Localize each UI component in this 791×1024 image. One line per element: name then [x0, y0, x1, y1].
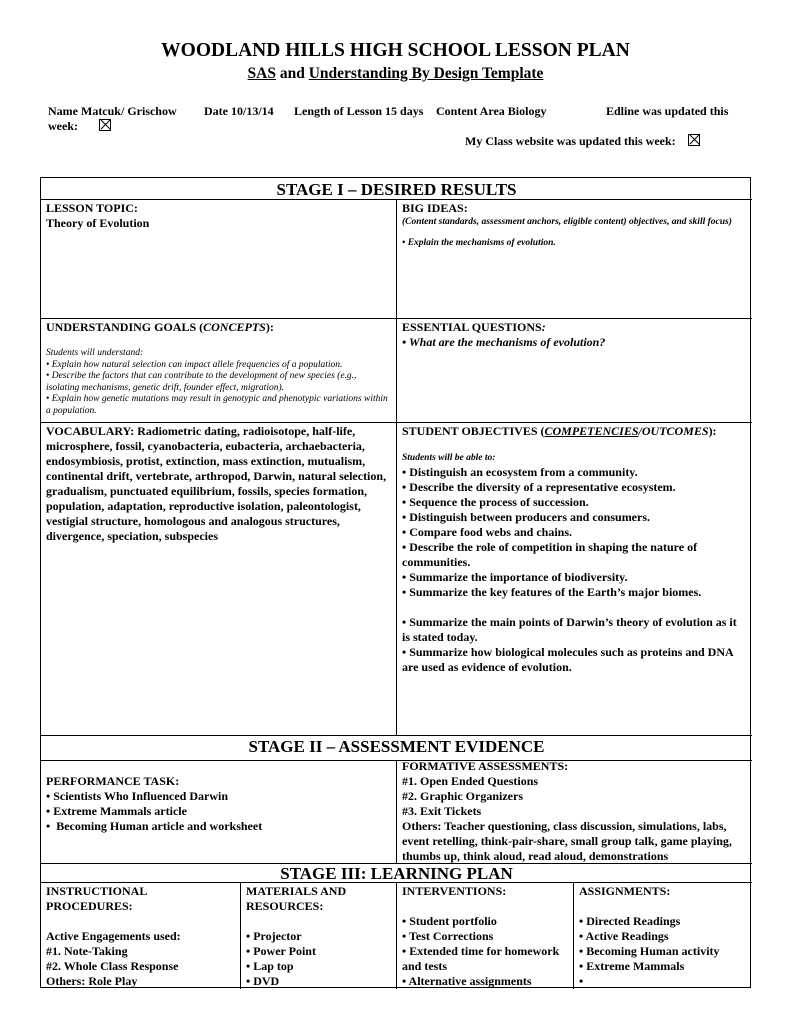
big-ideas-label: BIG IDEAS:: [402, 201, 468, 215]
list-item: • Distinguish an ecosystem from a community.: [402, 465, 747, 480]
subtitle-sas: SAS: [247, 65, 276, 82]
list-item: • Directed Readings: [579, 914, 749, 929]
list-item: • Extended time for homework and tests: [402, 944, 570, 974]
engagements-label: Active Engagements used:: [46, 929, 181, 943]
list-item: • Projector: [246, 929, 391, 944]
formative-line: #2. Graphic Organizers: [402, 789, 523, 803]
essential-questions-cell: [402, 320, 747, 350]
list-item: • Alternative assignments: [402, 974, 570, 989]
stage-1-title: STAGE I – DESIRED RESULTS: [276, 180, 517, 199]
edline-week-label: [48, 119, 111, 134]
assignments-list: [579, 914, 749, 989]
list-item: • Summarize the main points of Darwin’s theory of evolution as it is stated today.: [402, 615, 747, 645]
essential-questions-label: ESSENTIAL QUESTIONS:: [402, 320, 546, 334]
teacher-name: Name Matcuk/ Grischow: [48, 104, 177, 118]
class-site-checkbox[interactable]: [688, 134, 700, 146]
assignments-label: ASSIGNMENTS:: [579, 884, 671, 898]
big-ideas-list: [402, 238, 747, 250]
list-item: [579, 974, 749, 989]
student-objectives-cell: [402, 424, 747, 675]
class-site-status: [465, 134, 700, 149]
performance-task-label: PERFORMANCE TASK:: [46, 774, 180, 788]
objectives-intro: Students will be able to:: [402, 453, 496, 463]
formative-line: #1. Open Ended Questions: [402, 774, 539, 788]
list-item: • Compare food webs and chains.: [402, 525, 747, 540]
week-label: week:: [48, 119, 78, 133]
materials-label: MATERIALS AND RESOURCES:: [246, 884, 347, 913]
list-item: • Distinguish between producers and consumers.: [402, 510, 747, 525]
big-ideas-note: (Content standards, assessment anchors, eligible content) objectives, and skill focus): [402, 217, 732, 227]
list-item: • Explain the mechanisms of evolution.: [402, 238, 747, 250]
list-item: • Extreme Mammals: [579, 959, 749, 974]
understanding-intro: Students will understand:: [46, 348, 144, 358]
big-ideas-cell: [402, 201, 747, 250]
subtitle-and: and: [275, 65, 309, 82]
interventions-cell: [402, 884, 570, 989]
list-item: • Describe the role of competition in shaping the nature of communities.: [402, 540, 747, 570]
understanding-goals-cell: [46, 320, 391, 417]
list-item: • Explain how genetic mutations may result in genotypic and phenotypic variations within a population.: [46, 394, 391, 417]
edline-status: Edline was updated this: [606, 104, 729, 118]
objectives-list-2: [402, 615, 747, 675]
list-item: • Extreme Mammals article: [46, 804, 391, 819]
lesson-topic: Theory of Evolution: [46, 216, 150, 230]
vocabulary-cell: VOCABULARY: Radiometric dating, radioisotope, half-life, microsphere, fossil, cyanobacteria, eubacteria, archaebacteria, endosymbiosis, protist, extinction, mass extinction, mutualism, continental drift, vertebrate, arthropod, Darwin, natural selection, gradualism, punctuated equilibrium, fossils, species formation, population, adaptation, reproductive isolation, paleontologist, vestigial structure, homologous and analogous structures, divergence, speciation, subspecies: [46, 424, 387, 543]
list-item: • Lap top: [246, 959, 391, 974]
student-objectives-label: STUDENT OBJECTIVES (COMPETENCIES/OUTCOMES):: [402, 424, 717, 438]
understanding-goals-label: UNDERSTANDING GOALS (CONCEPTS):: [46, 320, 274, 334]
list-item: • Becoming Human article and worksheet: [46, 819, 391, 834]
list-item: • Becoming Human activity: [579, 944, 749, 959]
engagement-item: #1. Note-Taking: [46, 944, 128, 958]
formative-line: #3. Exit Tickets: [402, 804, 482, 818]
understanding-list: [46, 360, 391, 418]
class-site-label: My Class website was updated this week:: [465, 134, 676, 148]
essential-questions-list: [402, 335, 747, 350]
formative-others: Others: Teacher questioning, class discussion, simulations, labs, event retelling, think-pair-share, small group talk, game playing, thumbs up, think aloud, read aloud, demonstrations: [402, 819, 732, 863]
list-item: • Summarize the importance of biodiversity.: [402, 570, 747, 585]
list-item: • Power Point: [246, 944, 391, 959]
page-title: WOODLAND HILLS HIGH SCHOOL LESSON PLAN: [161, 40, 630, 61]
subtitle-ubd: Understanding By Design Template: [308, 65, 544, 82]
engagement-item: Others: Role Play: [46, 974, 138, 988]
list-item: • Explain how natural selection can impact allele frequencies of a population.: [46, 360, 391, 372]
instructional-procedures-label: INSTRUCTIONAL PROCEDURES:: [46, 884, 147, 913]
list-item: • Scientists Who Influenced Darwin: [46, 789, 391, 804]
engagement-item: #2. Whole Class Response: [46, 959, 179, 973]
lesson-plan-table: [40, 177, 751, 988]
list-item: • Active Readings: [579, 929, 749, 944]
stage-3-title: STAGE III: LEARNING PLAN: [280, 864, 513, 883]
list-item: • DVD: [246, 974, 391, 989]
performance-task-list: [46, 789, 391, 834]
interventions-label: INTERVENTIONS:: [402, 884, 507, 898]
assignments-cell: [579, 884, 749, 989]
content-area: Content Area Biology: [436, 104, 547, 118]
list-item: • Summarize how biological molecules such as proteins and DNA are used as evidence of evolution.: [402, 645, 747, 675]
list-item: • Student portfolio: [402, 914, 570, 929]
instructional-procedures-cell: [46, 884, 236, 989]
objectives-list: [402, 465, 747, 600]
list-item: • Test Corrections: [402, 929, 570, 944]
lesson-date: Date 10/13/14: [204, 104, 274, 118]
stage-2-title: STAGE II – ASSESSMENT EVIDENCE: [248, 737, 545, 756]
list-item: • Describe the diversity of a representative ecosystem.: [402, 480, 747, 495]
lesson-topic-label: LESSON TOPIC:: [46, 201, 138, 215]
performance-task-cell: [46, 774, 391, 834]
list-item: • Sequence the process of succession.: [402, 495, 747, 510]
lesson-length: Length of Lesson 15 days: [294, 104, 424, 118]
edline-checkbox[interactable]: [99, 119, 111, 131]
interventions-list: [402, 914, 570, 989]
materials-cell: [246, 884, 391, 989]
page-subtitle: [0, 65, 791, 83]
materials-list: [246, 929, 391, 989]
list-item: • Describe the factors that can contribute to the development of new species (e.g., isolating mechanisms, genetic drift, founder effect, migration).: [46, 371, 391, 394]
list-item: • Summarize the key features of the Earth’s major biomes.: [402, 585, 747, 600]
formative-assessments-cell: [402, 759, 747, 864]
list-item: • What are the mechanisms of evolution?: [402, 335, 747, 350]
lesson-topic-cell: [46, 201, 391, 231]
formative-assessments-label: FORMATIVE ASSESSMENTS:: [402, 759, 569, 773]
